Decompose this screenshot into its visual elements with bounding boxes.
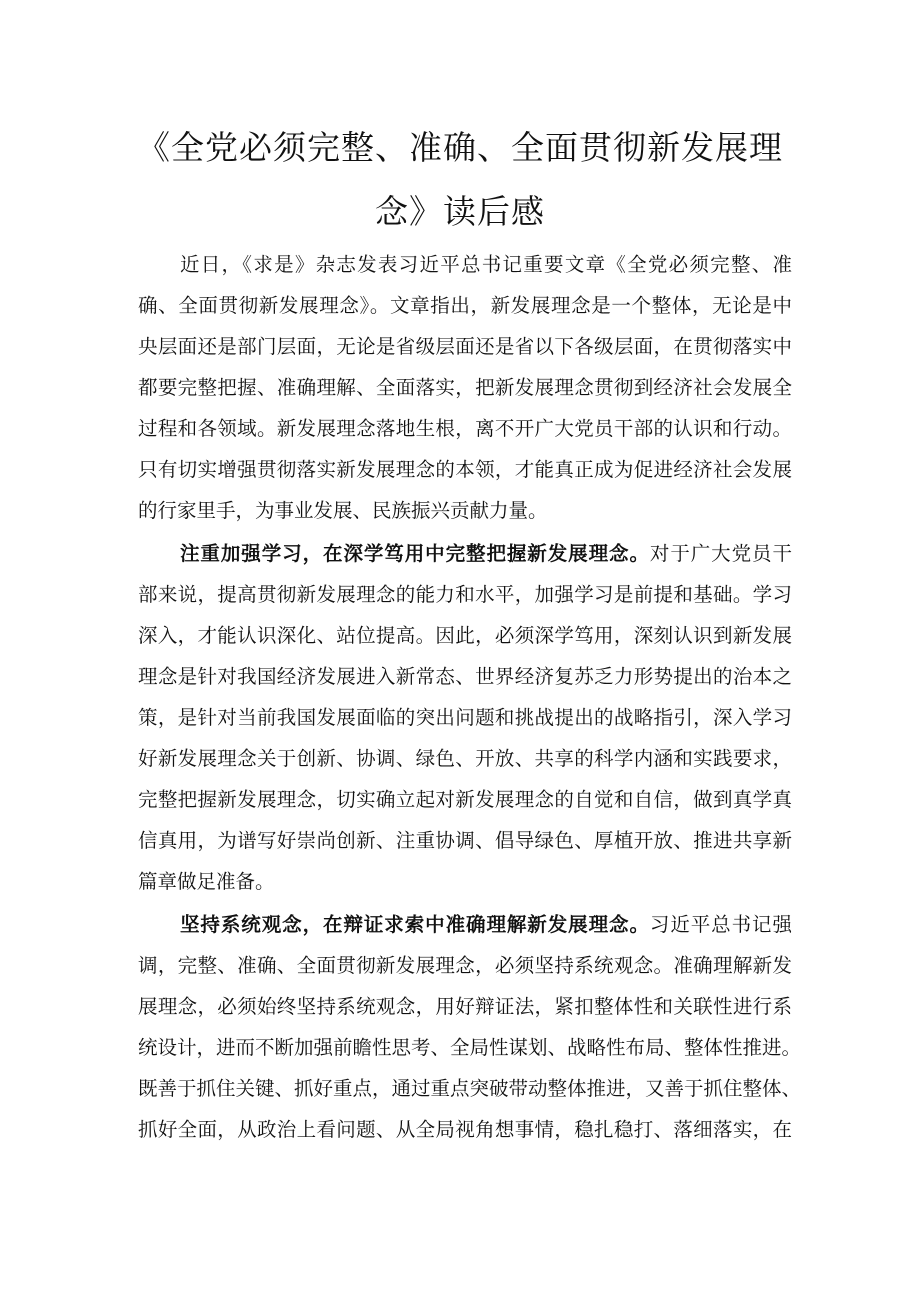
paragraph-line: 部来说，提高贯彻新发展理念的能力和水平，加强学习是前提和基础。学习 — [138, 583, 792, 606]
paragraph-line: 都要完整把握、准确理解、全面落实，把新发展理念贯彻到经济社会发展全 — [138, 376, 792, 399]
paragraph-line: 展理念，必须始终坚持系统观念，用好辩证法，紧扣整体性和关联性进行系 — [138, 995, 792, 1018]
paragraph-line: 过程和各领域。新发展理念落地生根，离不开广大党员干部的认识和行动。 — [138, 417, 792, 440]
paragraph-line: 的行家里手，为事业发展、民族振兴贡献力量。 — [138, 499, 548, 522]
paragraph-line: 完整把握新发展理念，切实确立起对新发展理念的自觉和自信，做到真学真 — [138, 788, 792, 811]
paragraph-line: 央层面还是部门层面，无论是省级层面还是省以下各级层面，在贯彻落实中 — [138, 335, 792, 358]
paragraph-line: 篇章做足准备。 — [138, 870, 275, 893]
paragraph-line: 既善于抓住关键、抓好重点，通过重点突破带动整体推进，又善于抓住整体、 — [138, 1077, 802, 1100]
paragraph-lead-heading: 坚持系统观念，在辩证求索中准确理解新发展理念。 — [180, 913, 650, 936]
paragraph-line: 策，是针对当前我国发展面临的突出问题和挑战提出的战略指引，深入学习 — [138, 706, 792, 729]
paragraph-first-line — [180, 908, 792, 942]
paragraph-line: 理念是针对我国经济发展进入新常态、世界经济复苏乏力形势提出的治本之 — [138, 665, 792, 688]
paragraph-line: 信真用，为谱写好崇尚创新、注重协调、倡导绿色、厚植开放、推进共享新 — [138, 829, 792, 852]
paragraph-line: 确、全面贯彻新发展理念》。文章指出，新发展理念是一个整体，无论是中 — [138, 294, 792, 317]
paragraph-line: 调，完整、准确、全面贯彻新发展理念，必须坚持系统观念。准确理解新发 — [138, 954, 792, 977]
document-title-line-2: 念》读后感 — [375, 192, 545, 231]
paragraph-line-text: 习近平总书记强 — [649, 913, 792, 936]
paragraph-line: 深入，才能认识深化、站位提高。因此，必须深学笃用，深刻认识到新发展 — [138, 624, 792, 647]
paragraph-line: 近日，《求是》杂志发表习近平总书记重要文章《全党必须完整、准 — [180, 253, 792, 276]
paragraph-line-text: 对于广大党员干 — [649, 542, 792, 565]
paragraph-lead-heading: 注重加强学习，在深学笃用中完整把握新发展理念。 — [180, 542, 650, 565]
paragraph-line: 只有切实增强贯彻落实新发展理念的本领，才能真正成为促进经济社会发展 — [138, 458, 792, 481]
paragraph-first-line — [180, 537, 792, 571]
paragraph-line: 统设计，进而不断加强前瞻性思考、全局性谋划、战略性布局、整体性推进。 — [138, 1036, 802, 1059]
paragraph-line: 好新发展理念关于创新、协调、绿色、开放、共享的科学内涵和实践要求， — [138, 747, 792, 770]
document-title-line-1: 《全党必须完整、准确、全面贯彻新发展理 — [137, 128, 783, 167]
paragraph-line: 抓好全面，从政治上看问题、从全局视角想事情，稳扎稳打、落细落实，在 — [138, 1118, 792, 1141]
